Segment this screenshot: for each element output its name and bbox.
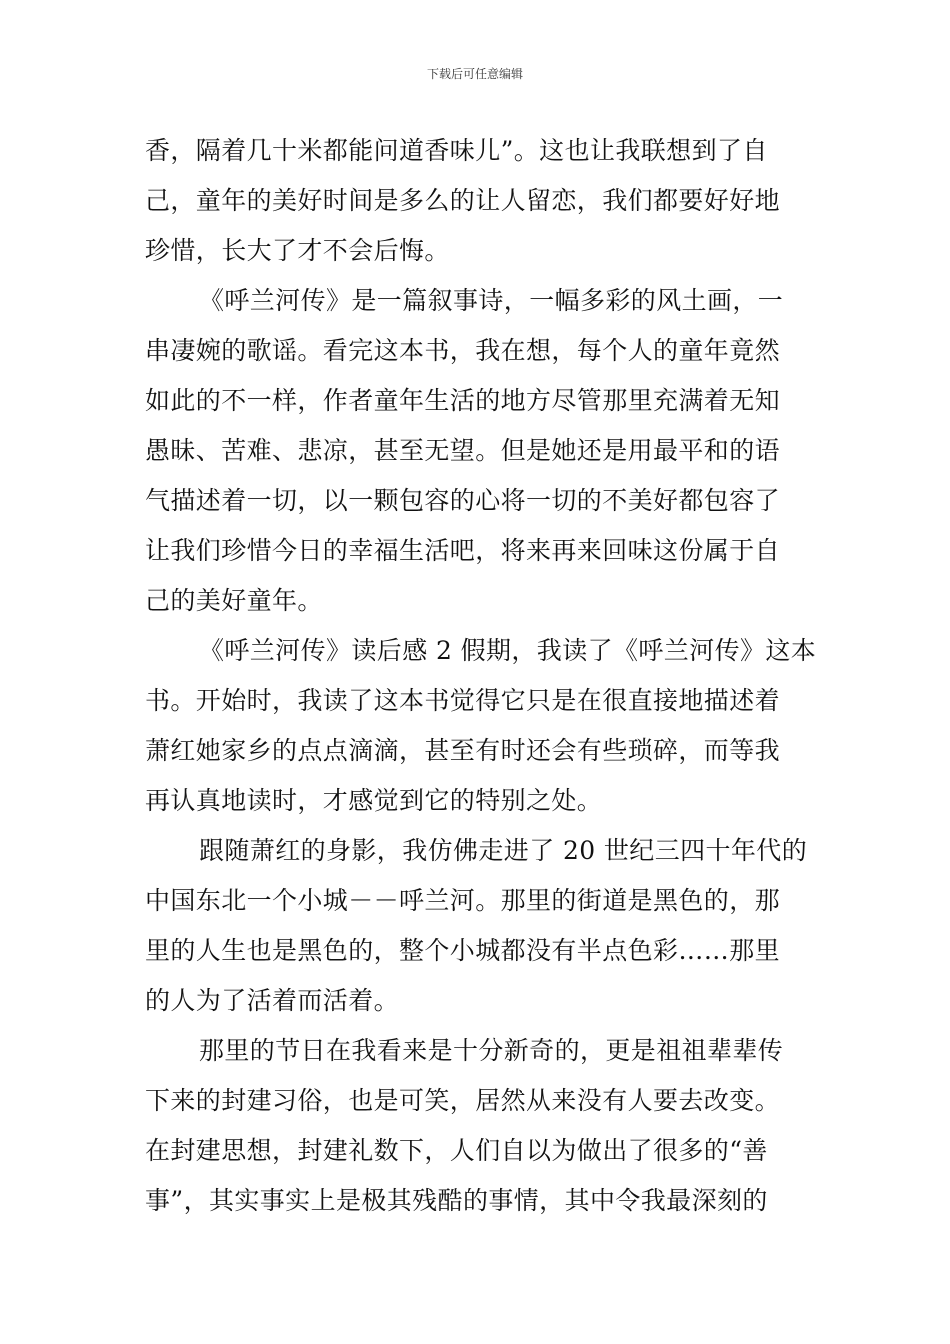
text-line: 珍惜，长大了才不会后悔。 xyxy=(145,236,450,265)
text-line: 中国东北一个小城－－呼兰河。那里的街道是黑色的，那 xyxy=(145,886,781,915)
paragraph-first-line: 跟随萧红的身影，我仿佛走进了 20 世纪三四十年代的 xyxy=(199,836,808,865)
page-header: 下载后可任意编辑 xyxy=(426,67,523,81)
text-line: 再认真地读时，才感觉到它的特别之处。 xyxy=(145,786,603,815)
document-body xyxy=(145,126,815,1226)
text-line: 事”，其实事实上是极其残酷的事情，其中令我最深刻的 xyxy=(145,1186,768,1215)
paragraph-first-line: 《呼兰河传》读后感 2 假期，我读了《呼兰河传》这本 xyxy=(199,636,817,665)
text-line: 萧红她家乡的点点滴滴，甚至有时还会有些琐碎，而等我 xyxy=(145,736,781,765)
text-line: 己，童年的美好时间是多么的让人留恋，我们都要好好地 xyxy=(145,186,781,215)
text-line: 在封建思想，封建礼数下，人们自以为做出了很多的“善 xyxy=(145,1136,768,1165)
text-line: 下来的封建习俗，也是可笑，居然从来没有人要去改变。 xyxy=(145,1086,781,1115)
text-line: 让我们珍惜今日的幸福生活吧，将来再来回味这份属于自 xyxy=(145,536,781,565)
text-line: 香，隔着几十米都能问道香味儿”。这也让我联想到了自 xyxy=(145,136,768,165)
text-line: 如此的不一样，作者童年生活的地方尽管那里充满着无知 xyxy=(145,386,781,415)
text-line: 串凄婉的歌谣。看完这本书，我在想，每个人的童年竟然 xyxy=(145,336,781,365)
text-line: 书。开始时，我读了这本书觉得它只是在很直接地描述着 xyxy=(145,686,781,715)
text-line: 的人为了活着而活着。 xyxy=(145,986,400,1015)
paragraph-first-line: 《呼兰河传》是一篇叙事诗，一幅多彩的风土画，一 xyxy=(199,286,784,315)
text-line: 气描述着一切，以一颗包容的心将一切的不美好都包容了 xyxy=(145,486,781,515)
paragraph-first-line: 那里的节日在我看来是十分新奇的，更是祖祖辈辈传 xyxy=(199,1036,784,1065)
text-line: 里的人生也是黑色的，整个小城都没有半点色彩……那里 xyxy=(145,936,781,965)
text-line: 己的美好童年。 xyxy=(145,586,323,615)
text-line: 愚昧、苦难、悲凉，甚至无望。但是她还是用最平和的语 xyxy=(145,436,781,465)
